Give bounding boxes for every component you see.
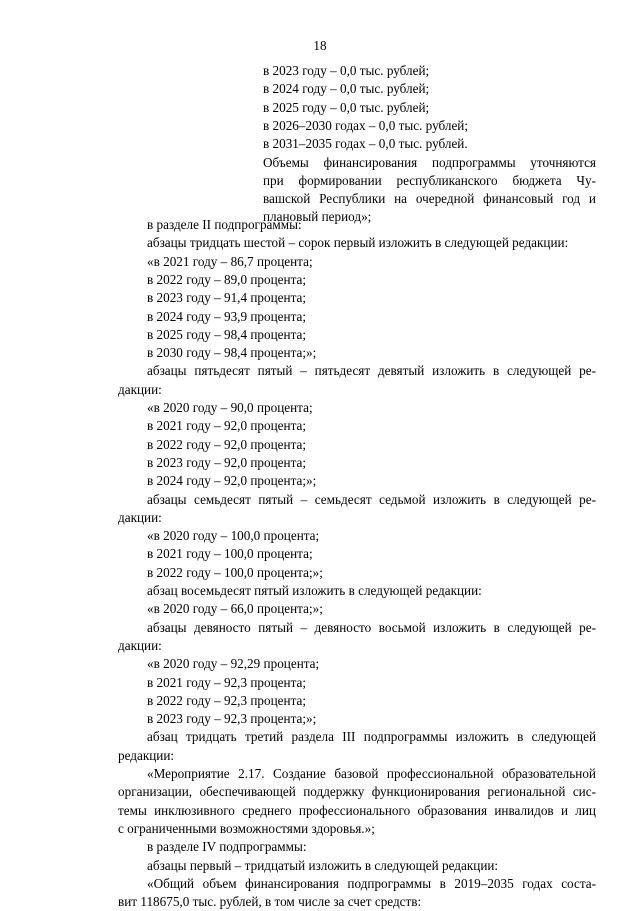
text-line: в 2024 году – 93,9 процента; bbox=[147, 308, 307, 324]
funding-year-line: в 2023 году – 0,0 тыс. рублей; bbox=[263, 63, 430, 78]
text-line: абзацы первый – тридцатый изложить в следующей редакции: bbox=[147, 857, 499, 873]
funding-year-line: в 2024 году – 0,0 тыс. рублей; bbox=[263, 81, 430, 97]
text-line: в 2024 году – 92,0 процента;»; bbox=[147, 473, 317, 489]
text-line: «в 2020 году – 92,29 процента; bbox=[147, 656, 320, 672]
text-line: абзацы семьдесят пятый – семьдесят седьмой изложить в следующей ре- bbox=[147, 491, 596, 507]
page-number: 18 bbox=[313, 38, 327, 53]
text-line: «в 2020 году – 100,0 процента; bbox=[147, 528, 320, 544]
text-line: в разделе II подпрограммы: bbox=[147, 217, 302, 232]
text-line: в 2022 году – 92,0 процента; bbox=[147, 436, 307, 452]
text-line: в 2023 году – 91,4 процента; bbox=[147, 290, 307, 306]
text-line: в 2025 году – 98,4 процента; bbox=[147, 326, 307, 342]
funding-note-line: при формировании республиканского бюджета Чу- bbox=[263, 172, 596, 188]
text-line: в 2022 году – 89,0 процента; bbox=[147, 271, 307, 287]
text-line: дакции: bbox=[118, 381, 162, 397]
text-line: редакции: bbox=[118, 747, 175, 763]
text-line: «Мероприятие 2.17. Создание базовой профессиональной образовательной bbox=[147, 766, 596, 781]
funding-year-line: в 2025 году – 0,0 тыс. рублей; bbox=[263, 99, 430, 115]
text-line: «Общий объем финансирования подпрограммы в 2019–2035 годах соста- bbox=[147, 875, 596, 891]
text-line: «в 2020 году – 90,0 процента; bbox=[147, 400, 313, 415]
text-line: абзацы пятьдесят пятый – пятьдесят девятый изложить в следующей ре- bbox=[147, 363, 596, 379]
text-line: в 2023 году – 92,3 процента;»; bbox=[147, 711, 317, 727]
text-line: в 2030 году – 98,4 процента;»; bbox=[147, 345, 317, 361]
text-line: организации, обеспечивающей поддержку функционирования региональной сис- bbox=[118, 784, 596, 800]
funding-year-line: в 2031–2035 годах – 0,0 тыс. рублей. bbox=[263, 136, 468, 152]
text-line: «в 2021 году – 86,7 процента; bbox=[147, 253, 313, 269]
text-line: в разделе IV подпрограммы: bbox=[147, 839, 307, 855]
text-line: в 2021 году – 100,0 процента; bbox=[147, 546, 313, 562]
text-line: в 2023 году – 92,0 процента; bbox=[147, 454, 307, 470]
text-line: в 2022 году – 92,3 процента; bbox=[147, 692, 307, 708]
text-line: абзац тридцать третий раздела III подпрограммы изложить в следующей bbox=[147, 729, 596, 745]
funding-note-line: вашской Республики на очередной финансовый год и bbox=[263, 191, 596, 207]
text-line: в 2021 году – 92,0 процента; bbox=[147, 418, 307, 434]
text-line: темы инклюзивного среднего профессионального образования инвалидов и лиц bbox=[118, 802, 596, 818]
text-line: дакции: bbox=[118, 509, 162, 525]
text-line: абзацы тридцать шестой – сорок первый изложить в следующей редакции: bbox=[147, 235, 569, 251]
text-line: дакции: bbox=[118, 637, 162, 653]
text-line: вит 118675,0 тыс. рублей, в том числе за счет средств: bbox=[118, 894, 422, 910]
funding-note-line: Объемы финансирования подпрограммы уточняются bbox=[263, 154, 596, 170]
text-line: в 2021 году – 92,3 процента; bbox=[147, 674, 307, 690]
text-line: с ограниченными возможностями здоровья.»; bbox=[118, 820, 375, 836]
text-line: абзац восемьдесят пятый изложить в следующей редакции: bbox=[147, 583, 482, 598]
text-line: абзацы девяносто пятый – девяносто восьмой изложить в следующей ре- bbox=[147, 619, 596, 635]
funding-note-line: плановый период»; bbox=[263, 209, 372, 225]
text-line: «в 2020 году – 66,0 процента;»; bbox=[147, 601, 323, 617]
funding-year-line: в 2026–2030 годах – 0,0 тыс. рублей; bbox=[263, 117, 469, 133]
text-line: в 2022 году – 100,0 процента;»; bbox=[147, 564, 323, 580]
